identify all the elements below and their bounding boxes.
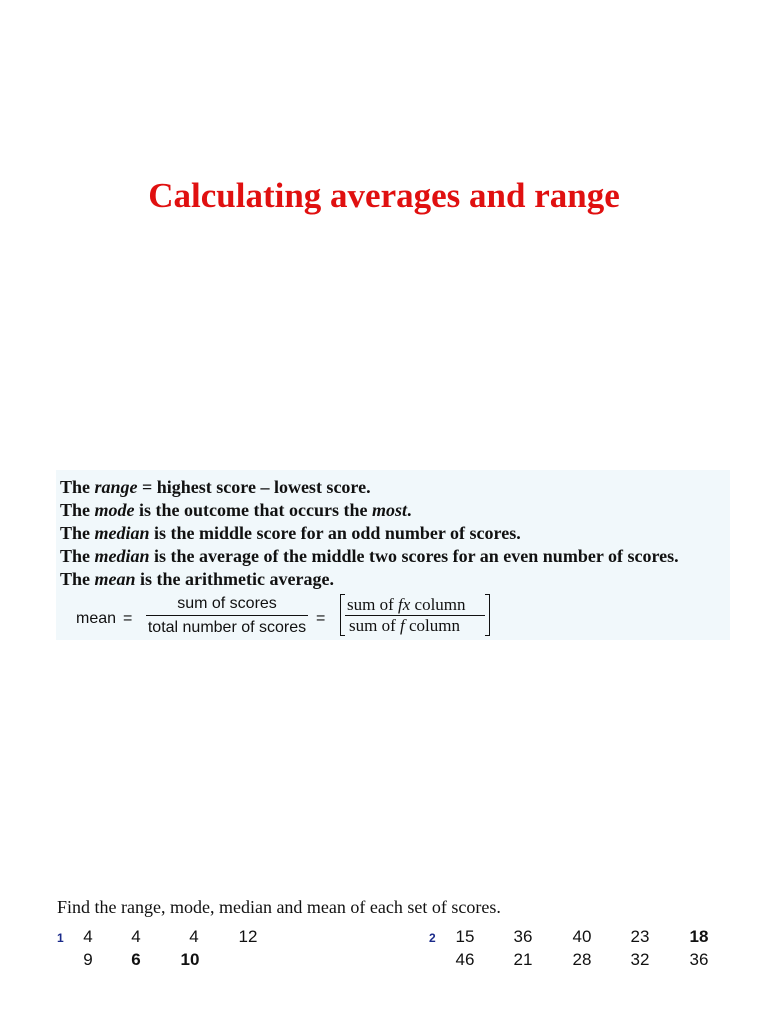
mode-term-most: most (371, 500, 407, 520)
score-cell: 28 (572, 950, 592, 969)
mode-definition (60, 499, 730, 522)
alt-den-var: f (400, 616, 405, 635)
mode-def-mid: is the outcome that occurs the (134, 500, 372, 520)
median-even-post: is the average of the middle two scores for an even number of scores. (149, 546, 679, 566)
mean-formula (76, 594, 496, 638)
question-number: 2 (429, 931, 436, 945)
formula-lhs: mean (76, 610, 117, 627)
score-cell: 46 (455, 950, 475, 969)
alt-num-pre: sum of (347, 595, 398, 614)
bracket-corner (340, 635, 345, 636)
alt-denominator (349, 616, 460, 636)
score-cell: 4 (189, 927, 199, 946)
question-number: 1 (57, 931, 64, 945)
bracketed-fraction (340, 594, 490, 636)
score-cell: 36 (513, 927, 533, 946)
bracket-corner (485, 635, 490, 636)
score-cell: 4 (131, 927, 141, 946)
median-odd-pre: The (60, 523, 95, 543)
mode-term: mode (94, 500, 135, 520)
formula-numerator: sum of scores (177, 595, 277, 612)
exercise-prompt: Find the range, mode, median and mean of each set of scores. (57, 897, 501, 917)
score-cell: 21 (513, 950, 533, 969)
formula-denominator: total number of scores (147, 619, 307, 636)
formula-equals: = (123, 610, 133, 627)
score-cell: 15 (455, 927, 475, 946)
mean-definition (60, 568, 730, 591)
median-term: median (94, 523, 150, 543)
score-cell: 18 (689, 927, 709, 946)
alt-num-var: fx (398, 595, 411, 614)
formula-fraction (146, 594, 308, 638)
mean-def-pre: The (60, 569, 95, 589)
median-odd-definition (60, 522, 730, 545)
fraction-bar (146, 615, 308, 616)
range-definition (60, 476, 730, 499)
mode-def-post: . (407, 500, 412, 520)
mean-term: mean (94, 569, 136, 589)
alt-den-post: column (404, 616, 460, 635)
median-even-pre: The (60, 546, 95, 566)
median-term: median (94, 546, 150, 566)
score-cell: 4 (83, 927, 93, 946)
range-def-post: = highest score – lowest score. (137, 477, 371, 497)
median-even-definition (60, 545, 730, 568)
page-title: Calculating averages and range (148, 176, 620, 215)
formula-equals-2: = (316, 610, 326, 627)
score-cell: 12 (238, 927, 258, 946)
alt-den-pre: sum of (349, 616, 400, 635)
score-cell: 40 (572, 927, 592, 946)
alt-num-post: column (410, 595, 466, 614)
score-cell: 32 (630, 950, 650, 969)
score-cell: 23 (630, 927, 650, 946)
score-cell: 6 (131, 950, 141, 969)
score-cell: 10 (180, 950, 200, 969)
range-def-pre: The (60, 477, 95, 497)
bracket-corner (340, 594, 345, 595)
alt-numerator (347, 595, 466, 615)
median-odd-post: is the middle score for an odd number of scores. (149, 523, 521, 543)
bracket-corner (485, 594, 490, 595)
score-cell: 36 (689, 950, 709, 969)
range-term: range (94, 477, 138, 497)
mode-def-pre: The (60, 500, 95, 520)
score-cell: 9 (83, 950, 93, 969)
definitions-box (56, 470, 730, 640)
mean-def-post: is the arithmetic average. (135, 569, 334, 589)
